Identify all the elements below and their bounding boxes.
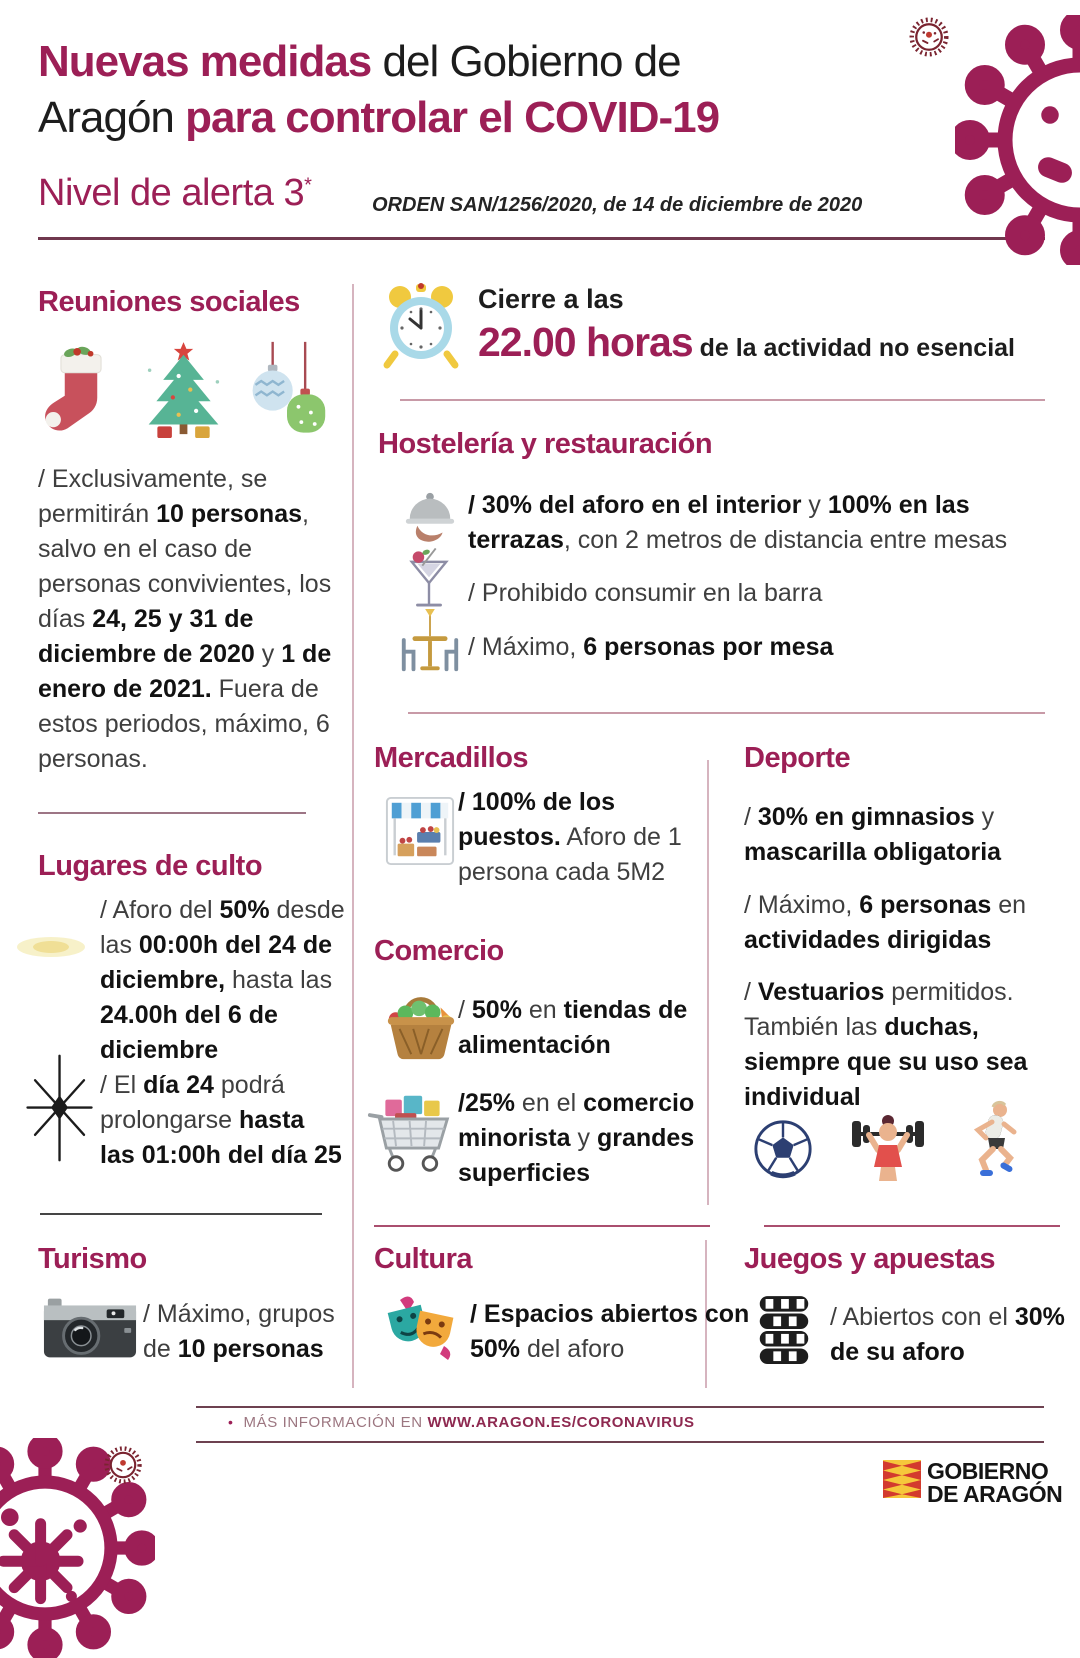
footer-info-url: WWW.ARAGON.ES/CORONAVIRUS <box>427 1414 695 1431</box>
logo-line-2: DE ARAGÓN <box>927 1481 1063 1507</box>
hosteleria-item-3: / Máximo, 6 personas por mesa <box>468 633 834 661</box>
poker-chips-icon <box>752 1292 816 1370</box>
order-reference: ORDEN SAN/1256/2020, de 14 de diciembre de 2020 <box>372 194 863 216</box>
title-line-1: Nuevas medidas del Gobierno de <box>38 37 681 86</box>
comercio-item-1: / 50% en tiendas de alimentación <box>458 996 688 1059</box>
divider-left-2 <box>40 1213 322 1215</box>
section-title-comercio: Comercio <box>374 935 504 967</box>
section-title-reuniones: Reuniones sociales <box>38 286 300 318</box>
divider-closure <box>400 399 1045 401</box>
soccer-ball-icon <box>752 1118 814 1180</box>
divider-vertical-main <box>352 284 354 1388</box>
closure-banner <box>478 284 1015 366</box>
divider-left-1 <box>38 812 306 814</box>
christmas-icons-row <box>38 340 330 444</box>
lugares-item-1: / Aforo del 50% desde las 00:00h del 24 de diciembre, hasta las 24.00h del 6 de diciembre <box>100 896 345 1064</box>
title-line-2: Aragón para controlar el COVID-19 <box>38 93 720 142</box>
section-title-juegos: Juegos y apuestas <box>744 1243 995 1275</box>
section-title-turismo: Turismo <box>38 1243 147 1275</box>
section-title-mercadillos: Mercadillos <box>374 742 529 774</box>
section-title-cultura: Cultura <box>374 1243 472 1275</box>
deporte-item-2: / Máximo, 6 personas en actividades dirigidas <box>744 891 1027 954</box>
closure-prefix: Cierre a las <box>478 284 624 314</box>
closure-suffix: de la actividad no esencial <box>692 334 1015 362</box>
footer-line-top <box>196 1406 1044 1408</box>
stocking-icon <box>38 340 124 440</box>
lugares-item-2: / El día 24 podrá prolongarse hasta las 01:00h del día 25 <box>100 1071 342 1169</box>
alert-level: Nivel de alerta 3* <box>38 172 312 214</box>
alarm-clock-icon <box>380 280 462 370</box>
section-title-lugares: Lugares de culto <box>38 850 263 882</box>
juegos-item: / Abiertos con el 30% de su aforo <box>830 1303 1065 1366</box>
reuniones-body: / Exclusivamente, se permitirán 10 personas, salvo en el caso de personas convivientes, los días 24, 25 y 31 de diciembre de 2020 y 1 de enero de 2021. Fuera de estos periodos, máximo, 6 personas. <box>38 465 332 773</box>
serving-dish-icon <box>402 488 458 546</box>
divider-hosteleria <box>408 712 1045 714</box>
star-sparkle-icon <box>20 1052 100 1164</box>
footer-info <box>228 1414 695 1431</box>
section-title-deporte: Deporte <box>744 742 851 774</box>
alert-asterisk: * <box>304 174 312 197</box>
header-underline <box>38 237 1045 240</box>
christmas-tree-icon <box>138 340 230 444</box>
comercio-item-2: /25% en el comercio minorista y grandes superficies <box>458 1089 695 1187</box>
divider-juegos <box>764 1225 1060 1227</box>
section-title-hosteleria: Hostelería y restauración <box>378 428 713 460</box>
footer-line-bottom <box>196 1441 1044 1443</box>
market-stall-icon <box>384 795 456 867</box>
mercadillos-item: / 100% de los puestos. Aforo de 1 persona cada 5M2 <box>458 788 682 886</box>
grocery-basket-icon <box>382 983 460 1063</box>
baubles-icon <box>244 340 330 444</box>
table-chairs-icon <box>396 606 464 680</box>
cultura-item: / Espacios abiertos con 50% del aforo <box>470 1300 750 1363</box>
deporte-item-3: / Vestuarios permitidos. También las duchas, siempre que su uso sea individual <box>744 978 1028 1111</box>
footer-bullet: • <box>228 1414 234 1430</box>
hosteleria-item-1: / 30% del aforo en el interior y 100% en las terrazas, con 2 metros de distancia entre mesas <box>468 491 1008 554</box>
gobierno-aragon-logo <box>883 1460 1062 1506</box>
weightlifting-icon <box>848 1108 928 1184</box>
camera-icon <box>42 1292 138 1362</box>
divider-cultura <box>374 1225 710 1227</box>
hosteleria-item-2: / Prohibido consumir en la barra <box>468 579 823 607</box>
page-title <box>38 34 719 146</box>
shopping-cart-icon <box>366 1088 458 1180</box>
aragon-flag-logo <box>883 1460 921 1498</box>
deporte-item-1: / 30% en gimnasios y mascarilla obligatoria <box>744 803 1002 866</box>
closure-time: 22.00 horas <box>478 319 693 365</box>
virus-dotted-icon <box>905 13 953 61</box>
virus-dotted-icon-bottom <box>100 1442 146 1488</box>
logo-line-1: GOBIERNO <box>927 1458 1049 1484</box>
runner-icon <box>960 1100 1022 1180</box>
turismo-item: / Máximo, grupos de 10 personas <box>143 1300 335 1363</box>
virus-icon <box>955 15 1080 265</box>
footer-info-prefix: MÁS INFORMACIÓN EN <box>243 1414 428 1431</box>
theater-masks-icon <box>380 1290 464 1364</box>
candle-glow-icon <box>14 930 88 964</box>
